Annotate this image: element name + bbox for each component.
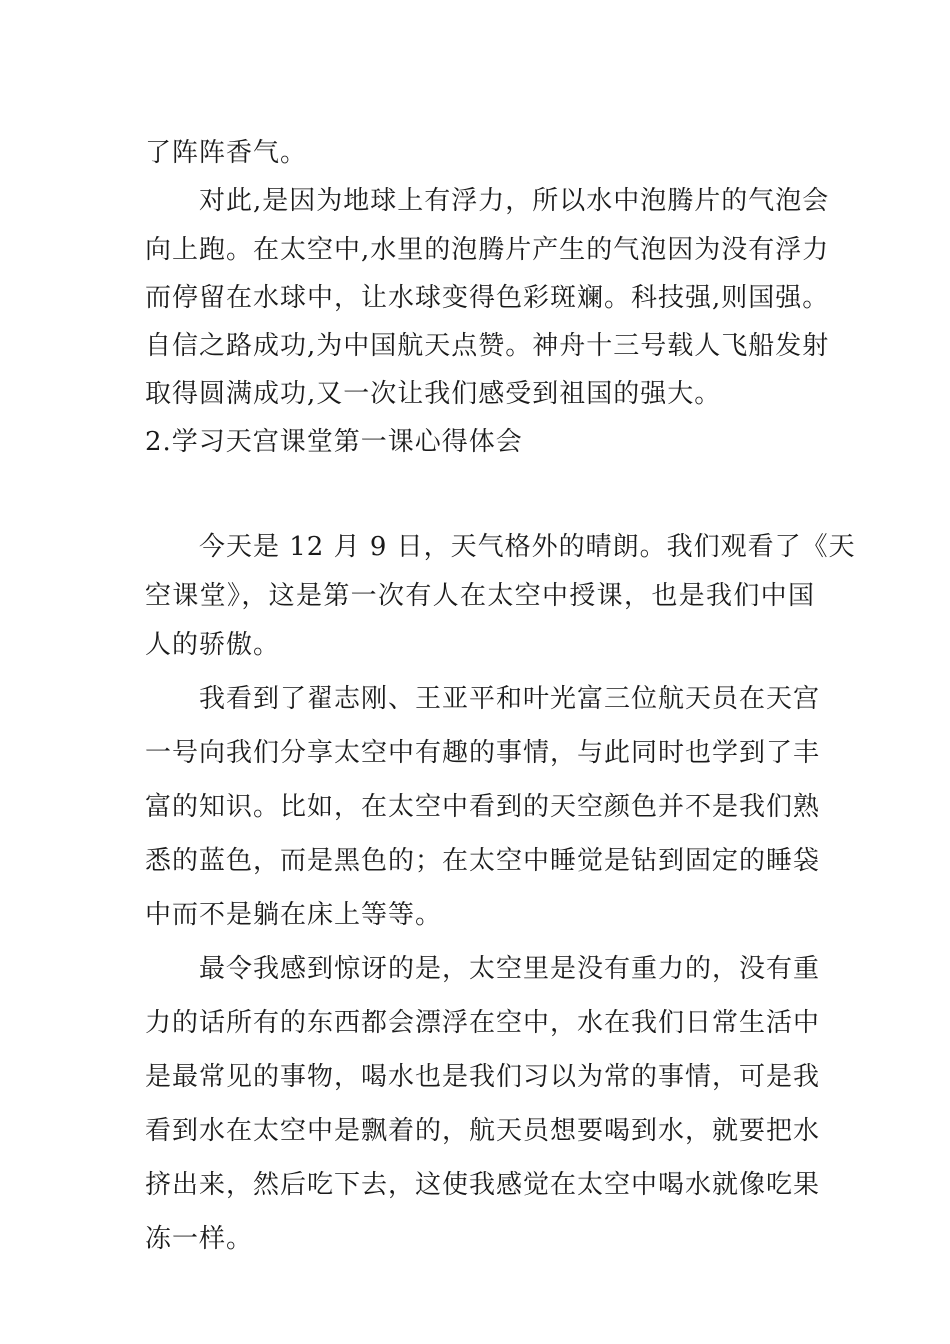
paragraph-line: 一号向我们分享太空中有趣的事情，与此同时也学到了丰	[145, 738, 821, 768]
paragraph-line: 中而不是躺在床上等等。	[145, 900, 443, 930]
paragraph-line: 悉的蓝色，而是黑色的；在太空中睡觉是钻到固定的睡袋	[145, 846, 821, 876]
paragraph-line: 今天是 12 月 9 日，天气格外的晴朗。我们观看了《天	[199, 532, 856, 562]
paragraph-line: 最令我感到惊讶的是，太空里是没有重力的，没有重	[199, 954, 821, 984]
paragraph-line: 我看到了翟志刚、王亚平和叶光富三位航天员在天宫	[199, 684, 821, 714]
paragraph-line: 向上跑。在太空中,水里的泡腾片产生的气泡因为没有浮力	[145, 235, 830, 265]
paragraph-line: 对此,是因为地球上有浮力，所以水中泡腾片的气泡会	[199, 186, 830, 216]
paragraph-line: 了阵阵香气。	[145, 138, 308, 168]
section-heading: 2.学习天宫课堂第一课心得体会	[145, 427, 523, 457]
paragraph-line: 富的知识。比如，在太空中看到的天空颜色并不是我们熟	[145, 792, 821, 822]
paragraph-line: 取得圆满成功,又一次让我们感受到祖国的强大。	[145, 379, 722, 409]
paragraph-line: 挤出来，然后吃下去，这使我感觉在太空中喝水就像吃果	[145, 1170, 821, 1200]
paragraph-line: 冻一样。	[145, 1224, 254, 1254]
paragraph-line: 是最常见的事物，喝水也是我们习以为常的事情，可是我	[145, 1062, 821, 1092]
paragraph-line: 空课堂》，这是第一次有人在太空中授课，也是我们中国	[145, 581, 815, 611]
paragraph-line: 自信之路成功,为中国航天点赞。神舟十三号载人飞船发射	[145, 331, 830, 361]
paragraph-line: 人的骄傲。	[145, 630, 281, 660]
paragraph-line: 力的话所有的东西都会漂浮在空中，水在我们日常生活中	[145, 1008, 821, 1038]
paragraph-line: 而停留在水球中，让水球变得色彩斑斓。科技强,则国强。	[145, 283, 830, 313]
paragraph-line: 看到水在太空中是飘着的，航天员想要喝到水，就要把水	[145, 1116, 821, 1146]
